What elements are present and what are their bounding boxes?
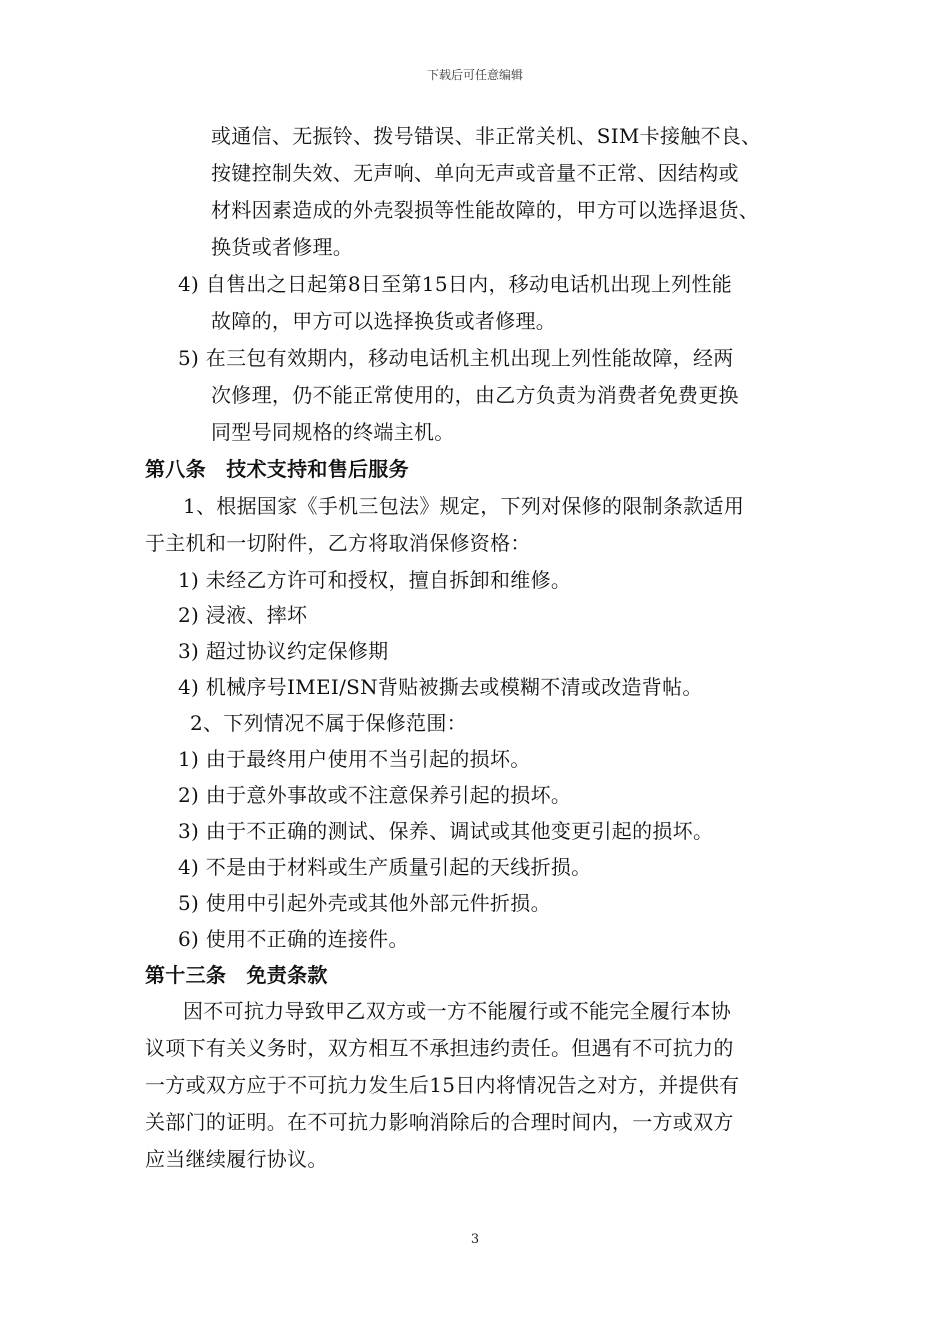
body-line: 或通信、无振铃、拨号错误、非正常关机、SIM卡接触不良、: [211, 124, 762, 148]
list-item: 5) 在三包有效期内，移动电话机主机出现上列性能故障，经两: [178, 346, 734, 370]
body-line: 一方或双方应于不可抗力发生后15日内将情况告之对方，并提供有: [145, 1073, 740, 1097]
list-item: 5) 使用中引起外壳或其他外部元件折损。: [178, 891, 551, 915]
list-item: 2) 浸液、摔坏: [178, 603, 308, 627]
list-item: 6) 使用不正确的连接件。: [178, 927, 409, 951]
body-line: 2、下列情况不属于保修范围：: [190, 711, 467, 735]
body-line: 因不可抗力导致甲乙双方或一方不能履行或不能完全履行本协: [183, 999, 732, 1023]
body-line: 同型号同规格的终端主机。: [211, 420, 455, 444]
list-item: 4) 不是由于材料或生产质量引起的天线折损。: [178, 855, 592, 879]
list-item: 2) 由于意外事故或不注意保养引起的损坏。: [178, 783, 572, 807]
page-header: 下载后可任意编辑: [426, 68, 523, 82]
list-item: 1) 未经乙方许可和授权，擅自拆卸和维修。: [178, 568, 572, 592]
body-line: 议项下有关义务时，双方相互不承担违约责任。但遇有不可抗力的: [145, 1036, 734, 1060]
section-heading: 第八条 技术支持和售后服务: [145, 457, 409, 481]
body-line: 换货或者修理。: [211, 235, 354, 259]
body-line: 次修理，仍不能正常使用的，由乙方负责为消费者免费更换: [211, 383, 739, 407]
body-line: 于主机和一切附件，乙方将取消保修资格：: [145, 531, 531, 555]
list-item: 4) 机械序号IMEI/SN背贴被撕去或模糊不清或改造背帖。: [178, 675, 703, 699]
page-number: 3: [470, 1232, 480, 1247]
body-line: 材料因素造成的外壳裂损等性能故障的，甲方可以选择退货、: [211, 198, 760, 222]
body-line: 应当继续履行协议。: [145, 1147, 328, 1171]
list-item: 3) 由于不正确的测试、保养、调试或其他变更引起的损坏。: [178, 819, 714, 843]
body-line: 按键控制失效、无声响、单向无声或音量不正常、因结构或: [211, 161, 739, 185]
list-item: 1) 由于最终用户使用不当引起的损坏。: [178, 747, 531, 771]
body-line: 故障的，甲方可以选择换货或者修理。: [211, 309, 557, 333]
section-heading: 第十三条 免责条款: [145, 963, 328, 987]
list-item: 3) 超过协议约定保修期: [178, 639, 389, 663]
body-line: 关部门的证明。在不可抗力影响消除后的合理时间内，一方或双方: [145, 1110, 734, 1134]
list-item: 4) 自售出之日起第8日至第15日内，移动电话机出现上列性能: [178, 272, 733, 296]
body-line: 1、根据国家《手机三包法》规定，下列对保修的限制条款适用: [183, 494, 745, 518]
